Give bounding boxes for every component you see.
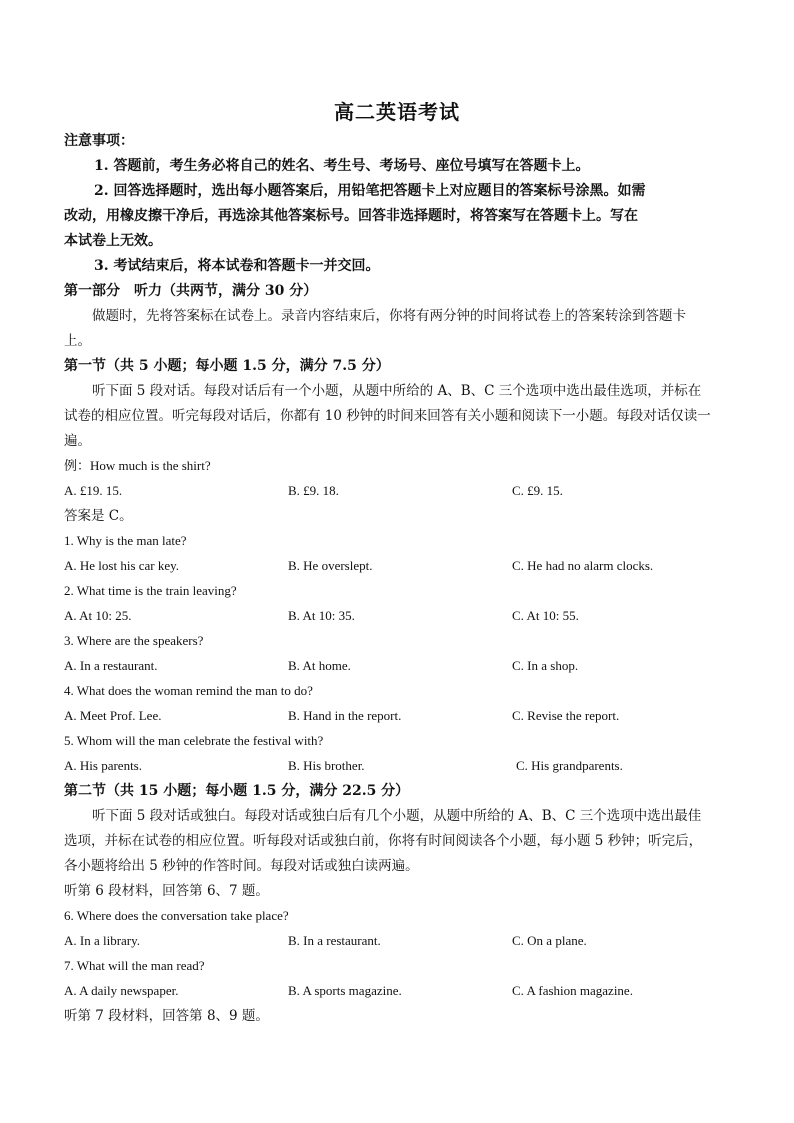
question-4: 4. What does the woman remind the man to do? <box>64 683 313 698</box>
part1-intro-line-2: 上。 <box>64 333 91 349</box>
question-1-option-b: B. He overslept. <box>288 558 373 573</box>
notes-heading: 注意事项： <box>64 133 134 149</box>
example-option-a: A. £19. 15. <box>64 483 123 498</box>
question-2: 2. What time is the train leaving? <box>64 583 237 598</box>
section1-intro-line-1: 听下面 5 段对话。每段对话后有一个小题，从题中所给的 A、B、C 三个选项中选出最佳选项，并标在 <box>92 383 702 399</box>
section1-heading: 第一节（共 5 小题；每小题 1.5 分，满分 7.5 分） <box>64 358 390 374</box>
question-5-option-a: A. His parents. <box>64 758 142 773</box>
example-question: 例：How much is the shirt? <box>64 458 211 473</box>
material-6-instruction: 听第 6 段材料，回答第 6、7 题。 <box>64 883 269 899</box>
question-3-option-c: C. In a shop. <box>512 658 579 673</box>
section2-heading: 第二节（共 15 小题；每小题 1.5 分，满分 22.5 分） <box>64 783 410 799</box>
question-6-option-b: B. In a restaurant. <box>288 933 381 948</box>
section2-intro-line-3: 各小题将给出 5 秒钟的作答时间。每段对话或独白读两遍。 <box>64 858 419 874</box>
question-3-option-b: B. At home. <box>288 658 351 673</box>
question-7-option-c: C. A fashion magazine. <box>512 983 633 998</box>
notes-item-3: 3. 考试结束后，将本试卷和答题卡一并交回。 <box>94 258 380 274</box>
question-6-option-c: C. On a plane. <box>512 933 587 948</box>
question-1: 1. Why is the man late? <box>64 533 187 548</box>
question-2-option-c: C. At 10: 55. <box>512 608 579 623</box>
example-answer: 答案是 C。 <box>64 508 133 524</box>
question-5-option-c: C. His grandparents. <box>516 758 623 773</box>
section1-intro-line-2: 试卷的相应位置。听完每段对话后，你都有 10 秒钟的时间来回答有关小题和阅读下一小题。每段对话仅读一 <box>64 408 711 424</box>
notes-item-2-line-1: 2. 回答选择题时，选出每小题答案后，用铅笔把答题卡上对应题目的答案标号涂黑。如需 <box>94 183 646 199</box>
question-3-option-a: A. In a restaurant. <box>64 658 158 673</box>
question-2-option-a: A. At 10: 25. <box>64 608 132 623</box>
question-6: 6. Where does the conversation take place? <box>64 908 289 923</box>
question-3: 3. Where are the speakers? <box>64 633 204 648</box>
example-option-b: B. £9. 18. <box>288 483 339 498</box>
question-4-option-a: A. Meet Prof. Lee. <box>64 708 162 723</box>
question-1-option-c: C. He had no alarm clocks. <box>512 558 654 573</box>
exam-title: 高二英语考试 <box>334 100 460 124</box>
example-option-c: C. £9. 15. <box>512 483 563 498</box>
section2-intro-line-1: 听下面 5 段对话或独白。每段对话或独白后有几个小题，从题中所给的 A、B、C 三个选项中选出最佳 <box>92 808 702 824</box>
question-5-option-b: B. His brother. <box>288 758 365 773</box>
question-4-option-c: C. Revise the report. <box>512 708 620 723</box>
notes-item-2-line-3: 本试卷上无效。 <box>64 233 162 249</box>
question-2-option-b: B. At 10: 35. <box>288 608 355 623</box>
notes-item-1: 1. 答题前，考生务必将自己的姓名、考生号、考场号、座位号填写在答题卡上。 <box>94 158 590 174</box>
question-5: 5. Whom will the man celebrate the festival with? <box>64 733 324 748</box>
question-4-option-b: B. Hand in the report. <box>288 708 402 723</box>
part1-intro-line-1: 做题时，先将答案标在试卷上。录音内容结束后，你将有两分钟的时间将试卷上的答案转涂到答题卡 <box>92 308 686 324</box>
material-7-instruction: 听第 7 段材料，回答第 8、9 题。 <box>64 1008 269 1024</box>
question-6-option-a: A. In a library. <box>64 933 141 948</box>
question-7-option-a: A. A daily newspaper. <box>64 983 179 998</box>
section1-intro-line-3: 遍。 <box>64 433 91 449</box>
section2-intro-line-2: 选项，并标在试卷的相应位置。听每段对话或独白前，你将有时间阅读各个小题，每小题 5 秒钟；听完后， <box>64 833 703 849</box>
part1-heading: 第一部分 听力（共两节，满分 30 分） <box>64 283 318 299</box>
notes-item-2-line-2: 改动，用橡皮擦干净后，再选涂其他答案标号。回答非选择题时，将答案写在答题卡上。写在 <box>64 208 638 224</box>
question-7: 7. What will the man read? <box>64 958 205 973</box>
question-1-option-a: A. He lost his car key. <box>64 558 180 573</box>
question-7-option-b: B. A sports magazine. <box>288 983 402 998</box>
